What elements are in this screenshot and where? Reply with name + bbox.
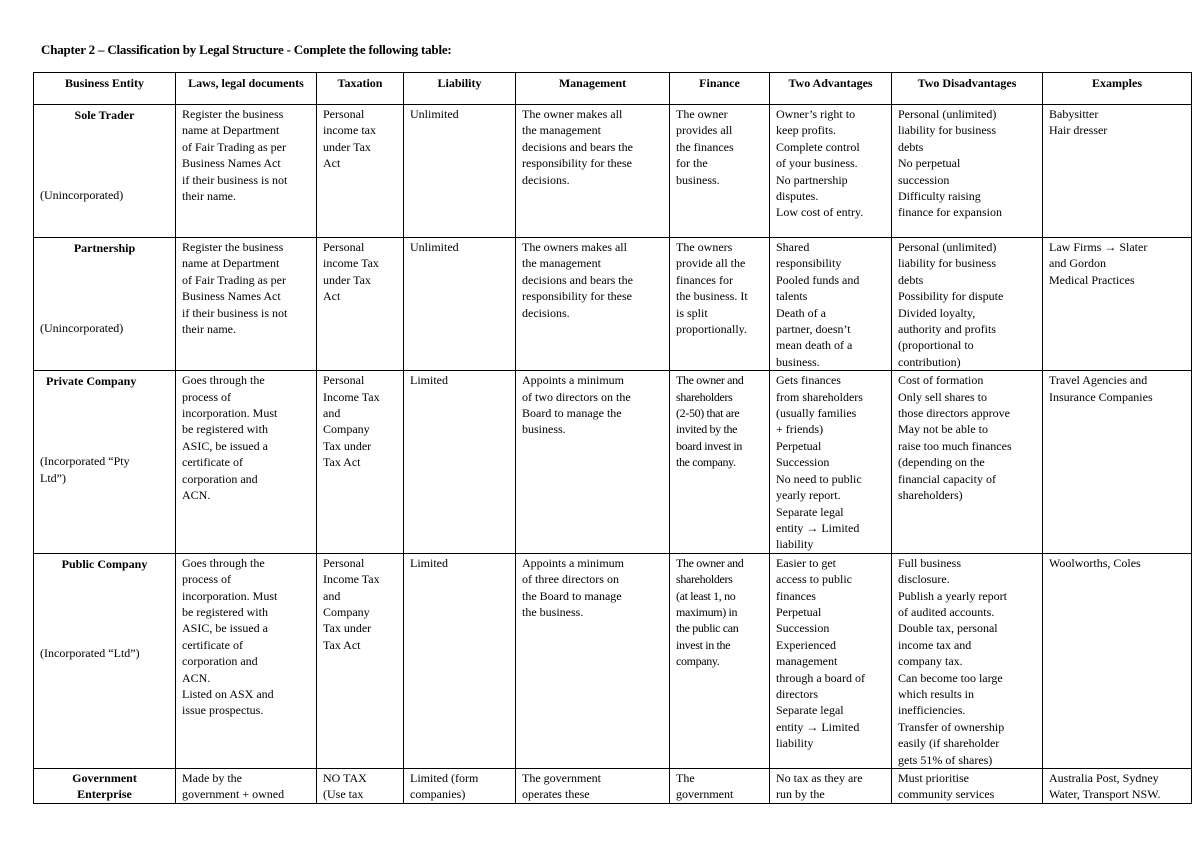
cell-text-line: government + owned	[182, 787, 285, 802]
cell-text-line: Succession	[776, 621, 830, 636]
header-management: Management	[516, 73, 670, 105]
cell-text-line: Shared	[776, 240, 810, 254]
cell-text-line: The owners makes all	[522, 240, 627, 254]
cell-text-line: The owner and	[676, 555, 744, 570]
cell-text-line: the finances	[676, 139, 734, 154]
cell-text-line: ASIC, be issued a	[182, 438, 268, 453]
cell-text-line: Publish a yearly report	[898, 588, 1007, 603]
entity-cell	[34, 769, 176, 804]
cell-text-line: easily (if shareholder	[898, 736, 1000, 751]
cell-text-line: Divided loyalty,	[898, 305, 976, 320]
advantages-cell	[770, 553, 892, 768]
liability-cell: Unlimited	[404, 238, 516, 371]
cell-text-line: Tax under	[323, 621, 372, 636]
cell-text-line: The owner makes all	[522, 107, 623, 121]
cell-text-line: decisions.	[522, 305, 570, 320]
cell-text-line: authority and profits	[898, 322, 996, 337]
cell-text-line: is split	[676, 305, 708, 320]
management-cell	[516, 371, 670, 553]
cell-text-line: company tax.	[898, 654, 963, 669]
examples-cell: Woolworths, Coles	[1043, 553, 1192, 768]
cell-text-line: Transfer of ownership	[898, 719, 1005, 734]
cell-text-line: disputes.	[776, 189, 819, 204]
cell-text-line: Difficulty raising	[898, 189, 981, 204]
management-cell	[516, 238, 670, 371]
cell-text-line: the company.	[676, 455, 736, 470]
entity-name: Private Company	[46, 374, 137, 389]
cell-text-line: Hair dresser	[1049, 123, 1108, 138]
header-taxation: Taxation	[317, 73, 404, 105]
entity-cell	[34, 238, 176, 371]
cell-text-line: shareholders	[676, 389, 733, 404]
header-finance: Finance	[670, 73, 770, 105]
cell-text-line: Cost of formation	[898, 373, 984, 388]
cell-text-line: Personal	[323, 107, 365, 121]
cell-text-line: and	[323, 588, 341, 603]
cell-text-line: debts	[898, 139, 924, 154]
cell-text-line: (at least 1, no	[676, 588, 736, 603]
cell-text-line: liability	[776, 736, 814, 751]
cell-text-line: their name.	[182, 322, 236, 337]
cell-text-line: certificate of	[182, 637, 243, 652]
entity-type: (Unincorporated)	[40, 321, 124, 335]
cell-text-line: finances for	[676, 272, 733, 287]
header-laws: Laws, legal documents	[176, 73, 317, 105]
cell-text-line: (Use tax	[323, 787, 364, 802]
cell-text-line: of Fair Trading as per	[182, 139, 286, 154]
cell-text-line: issue prospectus.	[182, 703, 264, 718]
cell-text-line: Income Tax	[323, 572, 380, 587]
cell-text-line: (proportional to	[898, 338, 974, 353]
cell-text-line: if their business is not	[182, 172, 288, 187]
cell-text-line: Goes through the	[182, 373, 265, 388]
liability-cell	[404, 769, 516, 804]
cell-text-line: ACN.	[182, 670, 211, 685]
cell-text-line: entity → Limited	[776, 719, 860, 734]
laws-cell	[176, 238, 317, 371]
cell-text-line: Ltd”)	[40, 470, 66, 485]
cell-text-line: process of	[182, 389, 231, 404]
cell-text-line: Only sell shares to	[898, 389, 987, 404]
cell-text-line: shareholders	[676, 572, 733, 587]
taxation-cell	[317, 553, 404, 768]
cell-text-line: NO TAX	[323, 771, 367, 785]
header-row	[34, 73, 1192, 105]
cell-text-line: of Fair Trading as per	[182, 272, 286, 287]
cell-text-line: Death of a	[776, 305, 826, 320]
cell-text-line: yearly report.	[776, 488, 841, 503]
cell-text-line: name at Department	[182, 256, 280, 271]
cell-text-line: decisions and bears the	[522, 272, 633, 287]
finance-cell	[670, 371, 770, 553]
disadvantages-cell	[892, 371, 1043, 553]
cell-text-line: Tax Act	[323, 455, 361, 470]
cell-text-line: the Board to manage	[522, 588, 622, 603]
cell-text-line: invest in the	[676, 637, 731, 652]
entity-type: (Incorporated “Ltd”)	[40, 645, 140, 660]
cell-text-line: mean death of a	[776, 338, 853, 353]
cell-text-line: if their business is not	[182, 305, 288, 320]
disadvantages-cell	[892, 105, 1043, 238]
disadvantages-cell	[892, 769, 1043, 804]
cell-text-line: No perpetual	[898, 156, 961, 171]
entity-name: Sole Trader	[74, 108, 135, 122]
entity-name: Public Company	[61, 556, 148, 571]
cell-text-line: and	[323, 406, 341, 421]
examples-cell	[1043, 238, 1192, 371]
cell-text-line: directors	[776, 686, 818, 701]
cell-text-line: Can become too large	[898, 670, 1003, 685]
disadvantages-cell	[892, 238, 1043, 371]
cell-text-line: liability	[776, 537, 814, 552]
cell-text-line: Business Names Act	[182, 156, 281, 171]
cell-text-line: Business Names Act	[182, 289, 281, 304]
cell-text-line: under Tax	[323, 272, 371, 287]
cell-text-line: ASIC, be issued a	[182, 621, 268, 636]
cell-text-line: ACN.	[182, 488, 211, 503]
cell-text-line: Government	[72, 771, 137, 785]
cell-text-line: Personal (unlimited)	[898, 240, 997, 254]
cell-text-line: Board to manage the	[522, 406, 622, 421]
cell-text-line: run by the	[776, 787, 825, 802]
header-liability: Liability	[404, 73, 516, 105]
cell-text-line: May not be able to	[898, 422, 988, 437]
page-title: Chapter 2 – Classification by Legal Structure - Complete the following table:	[41, 42, 452, 57]
cell-text-line: business.	[522, 422, 566, 437]
cell-text-line: corporation and	[182, 471, 258, 486]
cell-text-line: income Tax	[323, 256, 379, 271]
cell-text-line: shareholders)	[898, 488, 963, 503]
cell-text-line: maximum) in	[676, 604, 738, 619]
cell-text-line: Experienced	[776, 637, 836, 652]
cell-text-line: No tax as they are	[776, 771, 863, 785]
cell-text-line: invited by the	[676, 422, 738, 437]
cell-text-line: name at Department	[182, 123, 280, 138]
cell-text-line: The	[676, 771, 695, 785]
cell-text-line: community services	[898, 787, 995, 802]
cell-text-line: Company	[323, 422, 370, 437]
cell-text-line: the public can	[676, 621, 739, 636]
header-business-entity: Business Entity	[34, 73, 176, 105]
cell-text-line: through a board of	[776, 670, 865, 685]
entity-type: (Unincorporated)	[40, 188, 124, 202]
advantages-cell	[770, 238, 892, 371]
cell-text-line: financial capacity of	[898, 471, 996, 486]
cell-text-line: those directors approve	[898, 406, 1010, 421]
cell-text-line: decisions and bears the	[522, 139, 633, 154]
entity-name: Partnership	[73, 241, 136, 255]
cell-text-line: incorporation. Must	[182, 588, 278, 603]
liability-cell: Limited	[404, 553, 516, 768]
cell-text-line: finance for expansion	[898, 205, 1002, 220]
cell-text-line: company.	[676, 654, 720, 669]
laws-cell	[176, 553, 317, 768]
table-row	[34, 238, 1192, 371]
cell-text-line: responsibility for these	[522, 156, 632, 171]
cell-text-line: Medical Practices	[1049, 272, 1135, 287]
examples-cell	[1043, 769, 1192, 804]
cell-text-line: corporation and	[182, 654, 258, 669]
cell-text-line: The owners	[676, 240, 733, 254]
cell-text-line: Goes through the	[182, 555, 265, 570]
finance-cell	[670, 553, 770, 768]
cell-text-line: income tax and	[898, 637, 972, 652]
table-row	[34, 105, 1192, 238]
cell-text-line: Made by the	[182, 771, 242, 785]
cell-text-line: management	[776, 654, 838, 669]
management-cell	[516, 105, 670, 238]
examples-cell	[1043, 105, 1192, 238]
cell-text-line: Travel Agencies and	[1049, 373, 1148, 388]
finance-cell	[670, 769, 770, 804]
cell-text-line: partner, doesn’t	[776, 322, 851, 337]
cell-text-line: responsibility	[776, 256, 842, 271]
cell-text-line: liability for business	[898, 123, 996, 138]
cell-text-line: contribution)	[898, 354, 961, 369]
advantages-cell	[770, 769, 892, 804]
taxation-cell	[317, 371, 404, 553]
cell-text-line: Appoints a minimum	[522, 555, 624, 570]
cell-text-line: succession	[898, 172, 950, 187]
cell-text-line: Pooled funds and	[776, 272, 860, 287]
table-row	[34, 769, 1192, 804]
cell-text-line: Personal	[323, 240, 365, 254]
cell-text-line: (Incorporated “Pty	[40, 454, 130, 469]
cell-text-line: and Gordon	[1049, 256, 1106, 271]
management-cell	[516, 769, 670, 804]
entity-cell	[34, 553, 176, 768]
cell-text-line: Gets finances	[776, 373, 841, 388]
cell-text-line: Low cost of entry.	[776, 205, 864, 220]
cell-text-line: raise too much finances	[898, 438, 1012, 453]
cell-text-line: their name.	[182, 189, 236, 204]
cell-text-line: Tax under	[323, 438, 372, 453]
table-row	[34, 553, 1192, 768]
cell-text-line: Full business	[898, 555, 962, 570]
cell-text-line: decisions.	[522, 172, 570, 187]
cell-text-line: Tax Act	[323, 637, 361, 652]
cell-text-line: Insurance Companies	[1049, 389, 1153, 404]
cell-text-line: the business. It	[676, 289, 748, 304]
cell-text-line: disclosure.	[898, 572, 950, 587]
header-advantages: Two Advantages	[770, 73, 892, 105]
cell-text-line: the management	[522, 256, 601, 271]
cell-text-line: business.	[776, 354, 820, 369]
cell-text-line: the management	[522, 123, 601, 138]
cell-text-line: Income Tax	[323, 389, 380, 404]
cell-text-line: provides all	[676, 123, 733, 138]
cell-text-line: for the	[676, 156, 708, 171]
cell-text-line: of three directors on	[522, 572, 619, 587]
cell-text-line: under Tax	[323, 139, 371, 154]
cell-text-line: business.	[676, 172, 720, 187]
cell-text-line: be registered with	[182, 422, 268, 437]
header-examples: Examples	[1043, 73, 1192, 105]
cell-text-line: keep profits.	[776, 123, 836, 138]
cell-text-line: government	[676, 787, 734, 802]
cell-text-line: (depending on the	[898, 455, 985, 470]
cell-text-line: be registered with	[182, 604, 268, 619]
cell-text-line: Register the business	[182, 240, 284, 254]
advantages-cell	[770, 105, 892, 238]
laws-cell	[176, 769, 317, 804]
cell-text-line: Owner’s right to	[776, 107, 856, 121]
cell-text-line: inefficiencies.	[898, 703, 966, 718]
cell-text-line: The owner	[676, 107, 728, 121]
cell-text-line: of your business.	[776, 156, 858, 171]
cell-text-line: Register the business	[182, 107, 284, 121]
cell-text-line: incorporation. Must	[182, 406, 278, 421]
cell-text-line: Company	[323, 604, 370, 619]
cell-text-line: Water, Transport NSW.	[1049, 787, 1161, 802]
cell-text-line: which results in	[898, 686, 974, 701]
examples-cell	[1043, 371, 1192, 553]
cell-text-line: Personal	[323, 555, 365, 570]
cell-text-line: No partnership	[776, 172, 848, 187]
cell-text-line: Personal	[323, 373, 365, 388]
cell-text-line: Listed on ASX and	[182, 686, 274, 701]
cell-text-line: Act	[323, 156, 341, 171]
cell-text-line: access to public	[776, 572, 852, 587]
cell-text-line: Babysitter	[1049, 107, 1099, 121]
cell-text-line: process of	[182, 572, 231, 587]
taxation-cell	[317, 105, 404, 238]
cell-text-line: Separate legal	[776, 504, 844, 519]
cell-text-line: Perpetual	[776, 604, 822, 619]
finance-cell	[670, 238, 770, 371]
cell-text-line: operates these	[522, 787, 590, 802]
cell-text-line: of audited accounts.	[898, 604, 995, 619]
liability-cell: Unlimited	[404, 105, 516, 238]
cell-text-line: Possibility for dispute	[898, 289, 1004, 304]
cell-text-line: Limited (form	[410, 771, 479, 785]
cell-text-line: debts	[898, 272, 924, 287]
entity-type	[40, 453, 171, 486]
cell-text-line: companies)	[410, 787, 466, 802]
cell-text-line: Personal (unlimited)	[898, 107, 997, 121]
cell-text-line: board invest in	[676, 438, 743, 453]
finance-cell	[670, 105, 770, 238]
laws-cell	[176, 371, 317, 553]
entity-cell	[34, 371, 176, 553]
laws-cell	[176, 105, 317, 238]
cell-text-line: Appoints a minimum	[522, 373, 624, 388]
cell-text-line: Enterprise	[77, 787, 132, 802]
taxation-cell	[317, 238, 404, 371]
header-disadvantages: Two Disadvantages	[892, 73, 1043, 105]
cell-text-line: Double tax, personal	[898, 621, 998, 636]
cell-text-line: certificate of	[182, 455, 243, 470]
advantages-cell	[770, 371, 892, 553]
cell-text-line: (usually families	[776, 406, 857, 421]
cell-text-line: entity → Limited	[776, 520, 860, 535]
cell-text-line: from shareholders	[776, 389, 863, 404]
cell-text-line: the business.	[522, 604, 584, 619]
cell-text-line: provide all the	[676, 256, 746, 271]
cell-text-line: (2-50) that are	[676, 406, 740, 421]
cell-text-line: No need to public	[776, 471, 862, 486]
cell-text-line: Easier to get	[776, 555, 836, 570]
taxation-cell	[317, 769, 404, 804]
cell-text-line: Must prioritise	[898, 771, 969, 785]
cell-text-line: talents	[776, 289, 808, 304]
cell-text-line: The owner and	[676, 373, 744, 388]
entity-cell	[34, 105, 176, 238]
cell-text-line: gets 51% of shares)	[898, 752, 993, 767]
cell-text-line: Australia Post, Sydney	[1049, 771, 1159, 785]
cell-text-line: Perpetual	[776, 438, 822, 453]
cell-text-line: liability for business	[898, 256, 996, 271]
cell-text-line: proportionally.	[676, 322, 747, 337]
cell-text-line: Law Firms → Slater	[1049, 240, 1148, 254]
liability-cell: Limited	[404, 371, 516, 553]
cell-text-line: Act	[323, 289, 341, 304]
disadvantages-cell	[892, 553, 1043, 768]
cell-text-line: + friends)	[776, 422, 824, 437]
classification-table	[33, 72, 1192, 804]
cell-text-line: Complete control	[776, 139, 860, 154]
management-cell	[516, 553, 670, 768]
cell-text-line: income tax	[323, 123, 376, 138]
cell-text-line: responsibility for these	[522, 289, 632, 304]
cell-text-line: Separate legal	[776, 703, 844, 718]
cell-text-line: The government	[522, 771, 601, 785]
cell-text-line: finances	[776, 588, 816, 603]
cell-text-line: of two directors on the	[522, 389, 631, 404]
table-row	[34, 371, 1192, 553]
cell-text-line: Succession	[776, 455, 830, 470]
